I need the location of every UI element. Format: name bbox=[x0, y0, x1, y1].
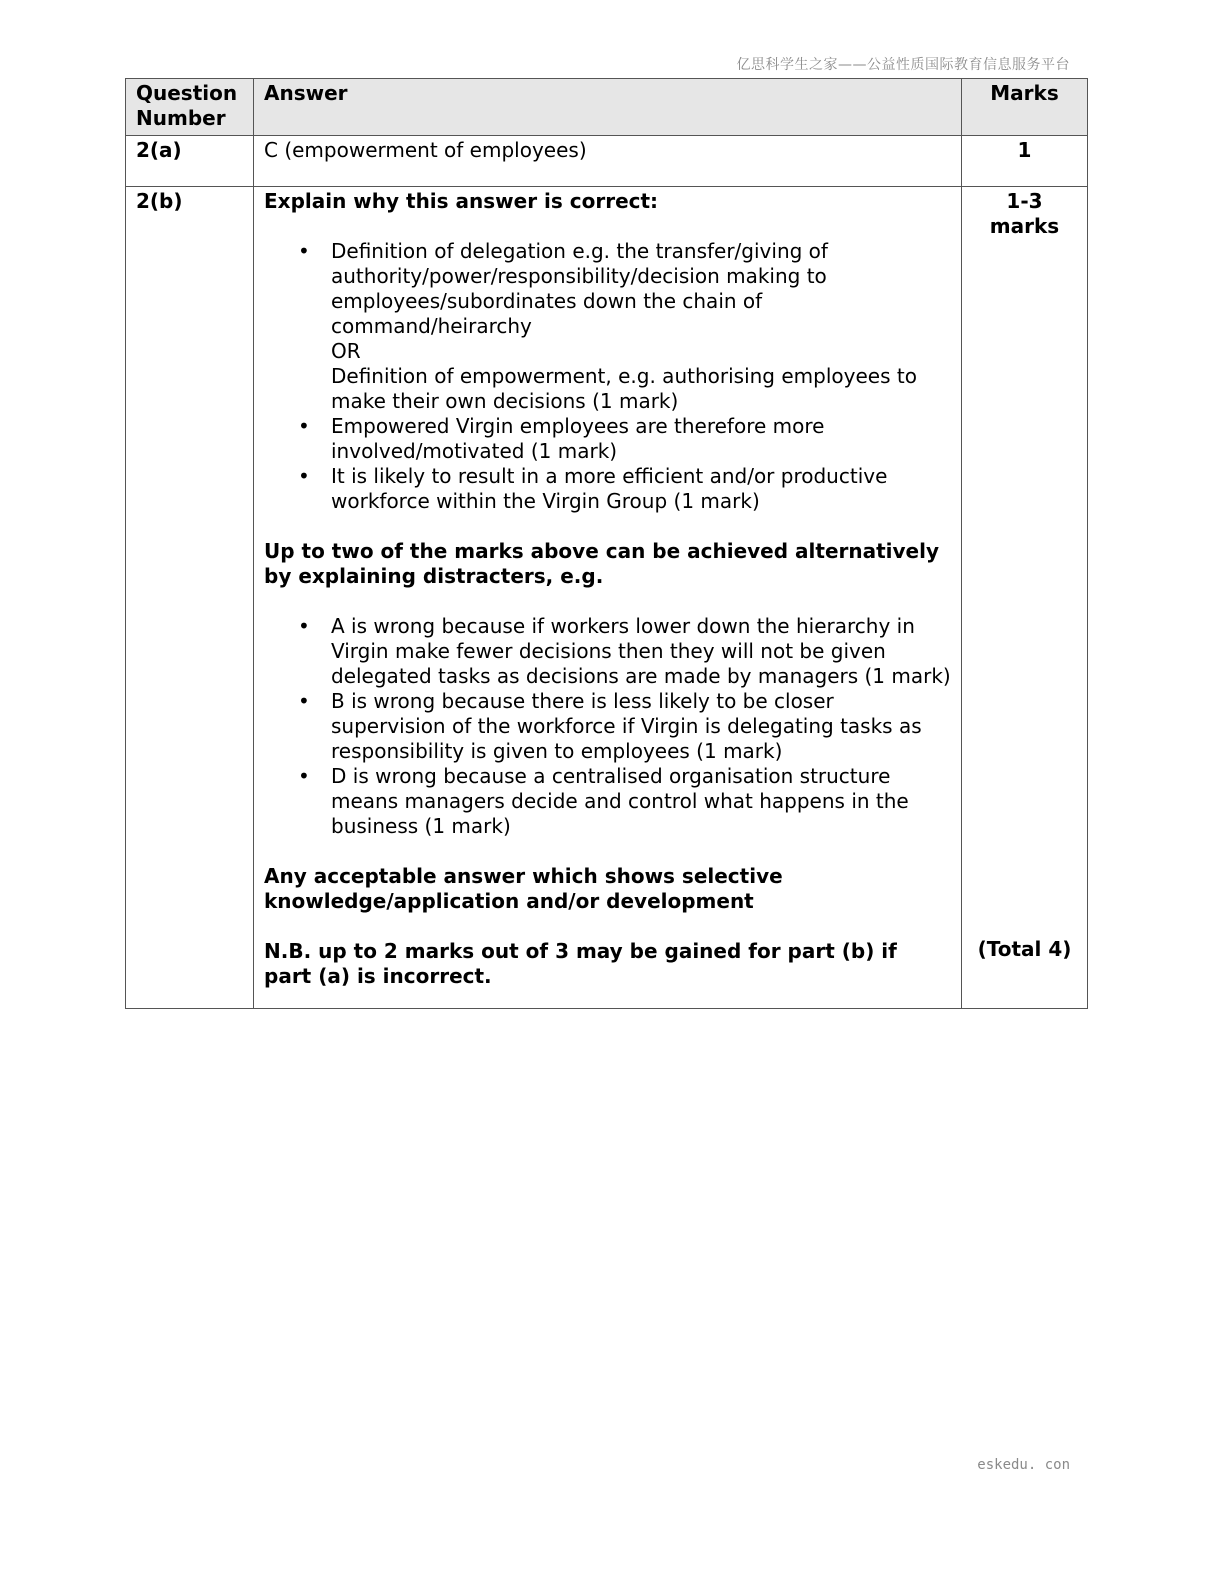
header-marks: Marks bbox=[962, 79, 1088, 136]
correct-points-list bbox=[264, 239, 951, 514]
table-row-2b bbox=[126, 187, 1088, 1009]
empowerment-definition: Definition of empowerment, e.g. authorising employees to make their own decisions (1 mark) bbox=[331, 364, 917, 413]
answer-2a: C (empowerment of employees) bbox=[254, 136, 962, 187]
nb-note: N.B. up to 2 marks out of 3 may be gained for part (b) if part (a) is incorrect. bbox=[264, 939, 897, 988]
list-item: • It is likely to result in a more efficient and/or productive workforce within the Virgin Group (1 mark) bbox=[331, 464, 951, 514]
footer-watermark-text: eskedu. con bbox=[977, 1457, 1070, 1473]
header-watermark-text: 亿思科学生之家——公益性质国际教育信息服务平台 bbox=[736, 57, 1070, 73]
marks-2b bbox=[962, 187, 1088, 1009]
list-item: • A is wrong because if workers lower down the hierarchy in Virgin make fewer decisions then they will not be given delegated tasks as decisions are made by managers (1 mark) bbox=[331, 614, 951, 689]
total-marks: (Total 4) bbox=[977, 937, 1072, 961]
list-item: • B is wrong because there is less likely to be closer supervision of the workforce if Virgin is delegating tasks as responsibility is given to employees (1 mark) bbox=[331, 689, 951, 764]
table-header-row bbox=[126, 79, 1088, 136]
acceptable-answer-note: Any acceptable answer which shows selective knowledge/application and/or development bbox=[264, 864, 783, 913]
header-question-number: Question Number bbox=[126, 79, 254, 136]
question-number-2a: 2(a) bbox=[126, 136, 254, 187]
list-item: • Empowered Virgin employees are therefore more involved/motivated (1 mark) bbox=[331, 414, 951, 464]
delegation-definition: Definition of delegation e.g. the transfer/giving of authority/power/responsibility/decision making to employees/subordinates down the chain of command/heirarchy bbox=[331, 239, 828, 338]
explain-heading: Explain why this answer is correct: bbox=[264, 189, 659, 213]
question-number-2b: 2(b) bbox=[126, 187, 254, 1009]
distracter-points-list bbox=[264, 614, 951, 839]
header-answer: Answer bbox=[254, 79, 962, 136]
or-label: OR bbox=[331, 339, 361, 363]
list-item bbox=[331, 239, 951, 414]
distracters-heading: Up to two of the marks above can be achieved alternatively by explaining distracters, e.g. bbox=[264, 539, 940, 588]
answer-2b bbox=[254, 187, 962, 1009]
list-item: • D is wrong because a centralised organisation structure means managers decide and control what happens in the business (1 mark) bbox=[331, 764, 951, 839]
mark-scheme-table bbox=[125, 78, 1088, 1009]
marks-2a: 1 bbox=[962, 136, 1088, 187]
marks-range: 1-3 marks bbox=[989, 189, 1060, 238]
table-row-2a bbox=[126, 136, 1088, 187]
